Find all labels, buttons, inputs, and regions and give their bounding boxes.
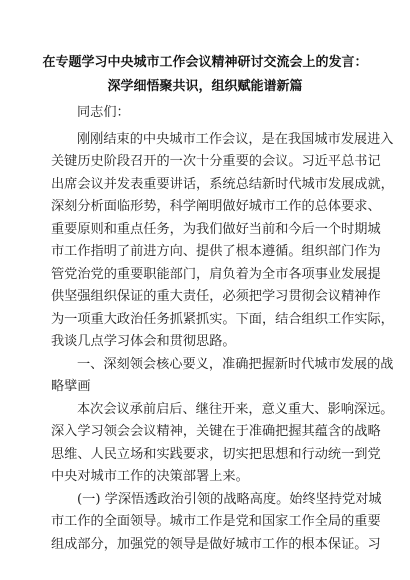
body-line: 市工作的全面领导。城市工作是党和国家工作全局的重要 [51, 514, 381, 529]
body-line: 本次会议承前启后、继往开来，意义重大、影响深远。 [77, 401, 394, 417]
body-line: 市工作指明了前进方向、提供了根本遵循。组织部门作为 [51, 244, 381, 259]
paragraph-lines [51, 129, 394, 557]
body-line: 深刻分析面临形势，科学阐明做好城市工作的总体要求、 [51, 199, 381, 214]
body-line: 组成部分，加强党的领导是做好城市工作的根本保证。习 [51, 536, 381, 552]
body-line: 出席会议并发表重要讲话，系统总结新时代城市发展成就， [51, 176, 394, 192]
document-title-line-2: 深学细悟聚共识，组织赋能谱新篇 [107, 79, 303, 94]
document-title-line-1: 在专题学习中央城市工作会议精神研讨交流会上的发言： [42, 55, 368, 70]
body-line: 我谈几点学习体会和贯彻思路。 [51, 334, 236, 349]
body-line: 深入学习领会会议精神，关键在于准确把握其蕴含的战略 [51, 424, 381, 439]
body-line: 关键历史阶段召开的一次十分重要的会议。习近平总书记 [51, 154, 381, 169]
document-body [51, 102, 394, 556]
body-line: 略擘画 [51, 379, 91, 394]
greeting: 同志们： [77, 105, 130, 120]
body-line: 重要原则和重点任务，为我们做好当前和今后一个时期城 [51, 221, 381, 237]
body-line: 刚刚结束的中央城市工作会议，是在我国城市发展进入 [77, 131, 394, 147]
body-line: 中央对城市工作的决策部署上来。 [51, 469, 249, 484]
body-line: 供坚强组织保证的重大责任，必须把学习贯彻会议精神作 [51, 289, 381, 304]
body-line: 管党治党的重要职能部门，肩负着为全市各项事业发展提 [51, 266, 381, 282]
body-line: 为一项重大政治任务抓紧抓实。下面，结合组织工作实际， [51, 311, 394, 327]
body-line: 一、深刻领会核心要义，准确把握新时代城市发展的战 [77, 356, 394, 372]
body-line: (一) 学深悟透政治引领的战略高度。始终坚持党对城 [77, 491, 382, 507]
body-line: 思维、人民立场和实践要求，切实把思想和行动统一到党 [51, 446, 381, 462]
